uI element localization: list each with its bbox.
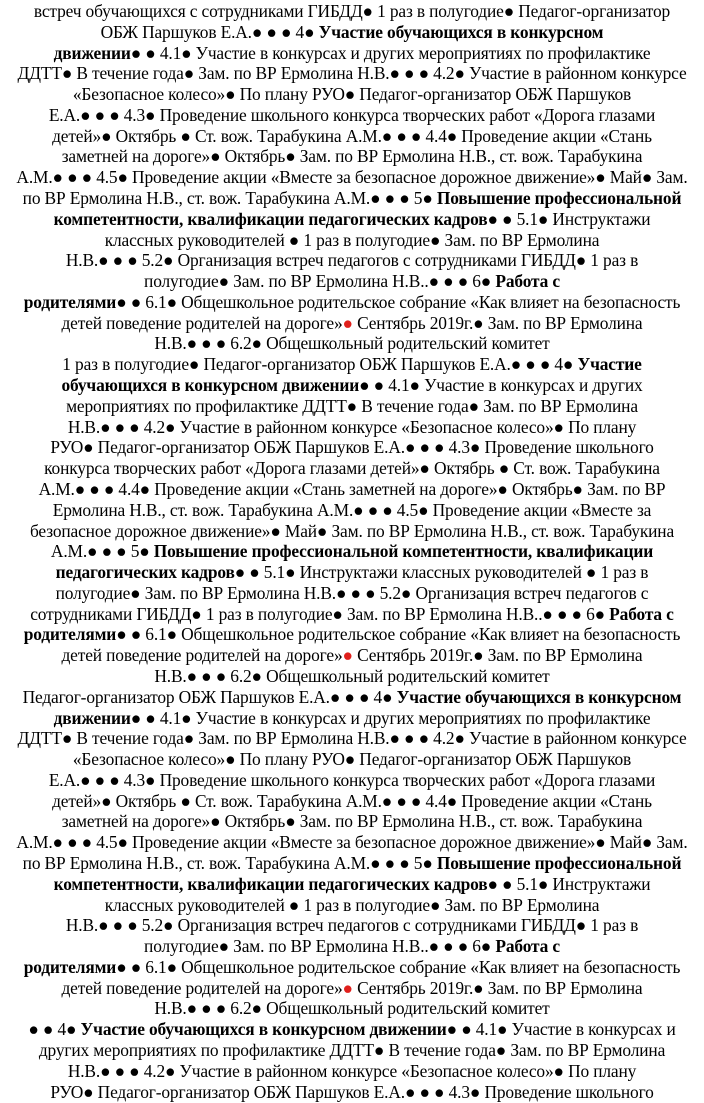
text-line — [0, 1019, 704, 1039]
text-line — [0, 666, 704, 686]
body-text: Н.В.● ● ● 6.2● Общешкольный родительский комитет — [154, 998, 550, 1019]
body-text: детей поведение родителей на дороге» — [61, 645, 343, 666]
text-line — [0, 811, 704, 831]
text-line — [0, 978, 704, 998]
body-text: «Безопасное колесо»● По плану РУО● Педагог-организатор ОБЖ Паршуков — [72, 749, 632, 770]
body-text: полугодие● Зам. по ВР Ермолина Н.В..● ● ● 6● — [144, 936, 496, 957]
body-text: сотрудниками ГИБДД● 1 раз в полугодие● Зам. по ВР Ермолина Н.В..● ● ● 6● — [30, 603, 610, 624]
red-bullet: ● — [342, 312, 353, 333]
text-line — [0, 500, 704, 520]
text-line — [0, 562, 704, 582]
text-line — [0, 396, 704, 416]
body-text: классных руководителей ● 1 раз в полугодие● Зам. по ВР Ермолина — [104, 894, 600, 915]
body-text: ● ● 6.1● Общешкольное родительское собрание «Как влияет на безопасность — [116, 956, 681, 977]
body-text: Сентябрь 2019г.● Зам. по ВР Ермолина — [352, 977, 643, 998]
body-text: Ермолина Н.В., ст. вож. Тарабукина А.М.● ● ● 4.5● Проведение акции «Вместе за — [52, 499, 652, 520]
body-text: ОБЖ Паршуков Е.А.● ● ● 4● — [100, 21, 319, 42]
body-text: ● ● 6.1● Общешкольное родительское собрание «Как влияет на безопасность — [116, 624, 681, 645]
text-line — [0, 645, 704, 665]
text-line — [0, 63, 704, 83]
text-line — [0, 749, 704, 769]
bold-heading-text: Повышение профессиональной — [436, 852, 682, 873]
text-line — [0, 770, 704, 790]
text-line — [0, 271, 704, 291]
body-text: безопасное дорожное движение»● Май● Зам. по ВР Ермолина Н.В., ст. вож. Тарабукина — [29, 520, 675, 541]
body-text: Н.В.● ● ● 5.2● Организация встреч педагогов с сотрудниками ГИБДД● 1 раз в — [65, 250, 639, 271]
body-text: детей»● Октябрь ● Ст. вож. Тарабукина А.М.● ● ● 4.4● Проведение акции «Стань — [52, 125, 652, 146]
text-line — [0, 126, 704, 146]
bold-heading-text: педагогических кадров — [55, 562, 235, 583]
body-text: А.М.● ● ● 4.4● Проведение акции «Стань заметней на дороге»● Октябрь● Зам. по ВР — [38, 478, 666, 499]
text-line — [0, 105, 704, 125]
body-text: по ВР Ермолина Н.В., ст. вож. Тарабукина А.М.● ● ● 5● — [22, 188, 437, 209]
body-text: ● ● 6.1● Общешкольное родительское собрание «Как влияет на безопасность — [116, 291, 681, 312]
text-line — [0, 250, 704, 270]
body-text: детей»● Октябрь ● Ст. вож. Тарабукина А.М.● ● ● 4.4● Проведение акции «Стань — [52, 790, 652, 811]
text-line — [0, 167, 704, 187]
body-text: А.М.● ● ● 5● — [50, 541, 154, 562]
text-line — [0, 728, 704, 748]
text-line — [0, 375, 704, 395]
text-line — [0, 1, 704, 21]
bold-heading-text: Участие — [577, 354, 642, 375]
body-text: ● ● 5.1● Инструктажи классных руководителей ● 1 раз в — [234, 562, 649, 583]
body-text: заметней на дороге»● Октябрь● Зам. по ВР Ермолина Н.В., ст. вож. Тарабукина — [61, 146, 643, 167]
bold-heading-text: компетентности, квалификации педагогических кадров — [53, 873, 488, 894]
body-text: ● ● 4.1● Участие в конкурсах и других мероприятиях по профилактике — [130, 707, 651, 728]
bold-heading-text: Участие обучающихся в конкурсном движении — [80, 1019, 447, 1040]
body-text: Е.А.● ● ● 4.3● Проведение школьного конкурса творческих работ «Дорога глазами — [48, 104, 656, 125]
text-line — [0, 354, 704, 374]
text-line — [0, 458, 704, 478]
text-line — [0, 998, 704, 1018]
text-line — [0, 957, 704, 977]
body-text: ● ● 5.1● Инструктажи — [487, 208, 651, 229]
bold-heading-text: родителями — [23, 956, 117, 977]
body-text: ● ● 4.1● Участие в конкурсах и других — [359, 375, 643, 396]
body-text: «Безопасное колесо»● По плану РУО● Педагог-организатор ОБЖ Паршуков — [72, 84, 632, 105]
body-text: Н.В.● ● ● 5.2● Организация встреч педагогов с сотрудниками ГИБДД● 1 раз в — [65, 915, 639, 936]
body-text: Педагог-организатор ОБЖ Паршуков Е.А.● ● ● 4● — [22, 686, 397, 707]
text-line — [0, 936, 704, 956]
red-bullet: ● — [342, 977, 353, 998]
body-text: заметней на дороге»● Октябрь● Зам. по ВР Ермолина Н.В., ст. вож. Тарабукина — [61, 811, 643, 832]
bold-heading-text: родителями — [23, 624, 117, 645]
body-text: ● ● 4.1● Участие в конкурсах и других мероприятиях по профилактике — [130, 42, 651, 63]
text-line — [0, 791, 704, 811]
body-text: ● ● 5.1● Инструктажи — [487, 873, 651, 894]
text-line — [0, 417, 704, 437]
text-line — [0, 230, 704, 250]
text-line — [0, 84, 704, 104]
body-text: Н.В.● ● ● 6.2● Общешкольный родительский комитет — [154, 665, 550, 686]
bold-heading-text: Работа с — [609, 603, 674, 624]
body-text: РУО● Педагог-организатор ОБЖ Паршуков Е.А.● ● ● 4.3● Проведение школьного — [50, 1081, 654, 1102]
bold-heading-text: Работа с — [495, 936, 560, 957]
body-text: конкурса творческих работ «Дорога глазами детей»● Октябрь ● Ст. вож. Тарабукина — [44, 458, 660, 479]
text-line — [0, 146, 704, 166]
red-bullet: ● — [342, 645, 353, 666]
body-text: ● ● 4.1● Участие в конкурсах и — [446, 1019, 676, 1040]
text-line — [0, 1040, 704, 1060]
bold-heading-text: Повышение профессиональной — [436, 188, 682, 209]
text-line — [0, 313, 704, 333]
body-text: детей поведение родителей на дороге» — [61, 312, 343, 333]
bold-heading-text: Участие обучающихся в конкурсном — [396, 686, 682, 707]
body-text: ● ● 4● — [28, 1019, 81, 1040]
body-text: ДДТТ● В течение года● Зам. по ВР Ермолина Н.В.● ● ● 4.2● Участие в районном конкурсе — [17, 63, 687, 84]
body-text: А.М.● ● ● 4.5● Проведение акции «Вместе за безопасное дорожное движение»● Май● Зам. — [16, 832, 688, 853]
text-line — [0, 188, 704, 208]
body-text: полугодие● Зам. по ВР Ермолина Н.В..● ● ● 6● — [144, 271, 496, 292]
text-line — [0, 292, 704, 312]
bold-heading-text: обучающихся в конкурсном движении — [61, 375, 360, 396]
body-text: мероприятиях по профилактике ДДТТ● В течение года● Зам. по ВР Ермолина — [66, 395, 638, 416]
text-line — [0, 541, 704, 561]
text-line — [0, 895, 704, 915]
body-text: Сентябрь 2019г.● Зам. по ВР Ермолина — [352, 312, 643, 333]
text-line — [0, 687, 704, 707]
text-line — [0, 832, 704, 852]
body-text: полугодие● Зам. по ВР Ермолина Н.В.● ● ● 5.2● Организация встреч педагогов с — [55, 582, 649, 603]
bold-heading-text: Участие обучающихся в конкурсном — [318, 21, 604, 42]
body-text: РУО● Педагог-организатор ОБЖ Паршуков Е.А.● ● ● 4.3● Проведение школьного — [50, 437, 654, 458]
text-line — [0, 43, 704, 63]
body-text: Н.В.● ● ● 4.2● Участие в районном конкурсе «Безопасное колесо»● По плану — [67, 416, 637, 437]
text-line — [0, 915, 704, 935]
text-line — [0, 583, 704, 603]
text-line — [0, 604, 704, 624]
bold-heading-text: движении — [53, 42, 131, 63]
body-text: классных руководителей ● 1 раз в полугодие● Зам. по ВР Ермолина — [104, 229, 600, 250]
body-text: Е.А.● ● ● 4.3● Проведение школьного конкурса творческих работ «Дорога глазами — [48, 769, 656, 790]
body-text: А.М.● ● ● 4.5● Проведение акции «Вместе за безопасное дорожное движение»● Май● Зам. — [16, 167, 688, 188]
text-line — [0, 437, 704, 457]
text-line — [0, 22, 704, 42]
body-text: 1 раз в полугодие● Педагог-организатор ОБЖ Паршуков Е.А.● ● ● 4● — [62, 354, 578, 375]
body-text: других мероприятиях по профилактике ДДТТ● В течение года● Зам. по ВР Ермолина — [38, 1040, 666, 1060]
body-text: Сентябрь 2019г.● Зам. по ВР Ермолина — [352, 645, 643, 666]
body-text: детей поведение родителей на дороге» — [61, 977, 343, 998]
body-text: по ВР Ермолина Н.В., ст. вож. Тарабукина А.М.● ● ● 5● — [22, 852, 437, 873]
text-line — [0, 479, 704, 499]
text-line — [0, 708, 704, 728]
bold-heading-text: компетентности, квалификации педагогических кадров — [53, 208, 488, 229]
body-text: ДДТТ● В течение года● Зам. по ВР Ермолина Н.В.● ● ● 4.2● Участие в районном конкурсе — [17, 728, 687, 749]
text-line — [0, 853, 704, 873]
bold-heading-text: движении — [53, 707, 131, 728]
text-line — [0, 209, 704, 229]
text-line — [0, 521, 704, 541]
text-line — [0, 874, 704, 894]
bold-heading-text: Работа с — [495, 271, 560, 292]
text-line — [0, 333, 704, 353]
text-line — [0, 624, 704, 644]
bold-heading-text: родителями — [23, 291, 117, 312]
body-text: Н.В.● ● ● 4.2● Участие в районном конкурсе «Безопасное колесо»● По плану — [67, 1060, 637, 1081]
body-text: Н.В.● ● ● 6.2● Общешкольный родительский комитет — [154, 333, 550, 354]
text-line — [0, 1082, 704, 1102]
body-text: встреч обучающихся с сотрудниками ГИБДД● 1 раз в полугодие● Педагог-организатор — [33, 1, 671, 21]
bold-heading-text: Повышение профессиональной компетентности, квалификации — [153, 541, 654, 562]
text-line — [0, 1061, 704, 1081]
